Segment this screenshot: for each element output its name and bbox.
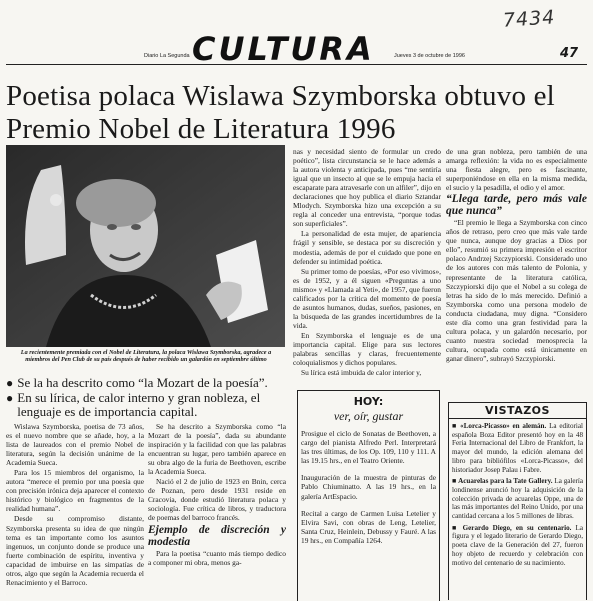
summary-bullet: ● Se la ha descrito como “la Mozart de la poesía”. [6, 375, 268, 390]
news-brief [452, 477, 583, 521]
body-paragraph: La personalidad de esta mujer, de apariencia frágil y sensible, se destaca por su discreción y modestia, además de por el cuidado que pone en defender su intimidad poética. [293, 229, 441, 266]
page-number: 47 [560, 46, 579, 61]
bullet-icon: ● [6, 390, 14, 405]
bullet-icon: ■ [452, 523, 463, 532]
body-paragraph: de una gran nobleza, pero también de una amarga reflexión: la vida no es especialmente una fiesta alegre, pero es fascinante, superponiéndose en ella en la misma medida, el sucio y la pesadilla, el odio y el amor. [446, 147, 587, 193]
article-column-3 [293, 147, 441, 378]
vistazos-box-title: VISTAZOS [448, 402, 587, 419]
article-photo [6, 145, 285, 347]
article-subheading: “Llega tarde, pero más vale que nunca” [446, 193, 587, 218]
body-paragraph: Su primer tomo de poesías, «Por eso vivimos», es de 1952, y a él siguen «Preguntas a uno mismo» y «Llamada al Yeti», de 1957, que fueron calificados por la crítica del momento de poesía de asuntos humanos, dudas, sueños, pasiones, en la búsqueda de las grandes incertidumbres de la vida. [293, 266, 441, 330]
hoy-box [297, 390, 440, 600]
article-column-2 [148, 422, 286, 568]
body-paragraph: En Szymborska el lenguaje es de una importancia capital. Elige para sus lectores palabras sencillas y claras, frecuentemente coloquialismos y dichos populares. [293, 330, 441, 368]
article-column-1 [6, 422, 144, 588]
body-paragraph: nas y necesidad siento de formular un credo poético”, lista circunstancia se le hace además a la autora violenta y anticipada, pues “me sentiría igual que un insecto al que se le empuja hacia el escaparate para atravesarle con un alfiler”, dijo en declaraciones que hoy publica el diario Sztandar Mlodych. Szymborska hizo una excepción a su regla al conceder una entrevista, “porque todas son superficiales”. [293, 147, 441, 229]
summary-bullet: ● En su lírica, de calor interno y gran nobleza, el lenguaje es de importancia capital. [6, 389, 261, 420]
article-subheading: Ejemplo de discreción y modestia [148, 523, 286, 548]
bullet-icon: ● [6, 376, 14, 390]
news-brief-text: La editorial española Boza Editor presentó hoy en la 48 Feria Internacional del Libro de Frankfort, la mayor del mundo, la edición alemana del libro para bibliófilos «Lorca-Picasso», del historiador Josep Palau i Fabre. [452, 422, 584, 474]
photo-image [6, 145, 285, 347]
vistazos-box-body [448, 419, 587, 600]
event-item: Inauguración de la muestra de pinturas de Pablo Chiuminatto. A las 19 hrs., en la galería ArtEspacio. [301, 473, 436, 501]
bullet-icon: ■ [452, 477, 459, 486]
news-brief-text: La figura y el legado literario de Gerardo Diego, poeta clave de la Generación del 27, fueron hoy objeto de recuerdo y celebración con motivo del centenario de su nacimiento. [452, 523, 583, 567]
masthead-rule [6, 64, 587, 65]
handwritten-annotation: 7434 [502, 6, 557, 32]
news-brief-lead: Gerardo Diego, en su centenario. [462, 523, 572, 532]
section-title: CULTURA [192, 30, 375, 68]
article-column-4 [446, 147, 587, 364]
summary-bullets [6, 376, 291, 420]
body-paragraph: Su lírica está imbuida de calor interior y, [301, 368, 422, 378]
publication-date: Jueves 3 de octubre de 1996 [394, 53, 465, 59]
hoy-box-header [297, 390, 440, 425]
body-paragraph: Desde su compromiso distante, Szymborska presenta su idea de que ningún tema es tan importante como los asuntos ingenuos, un conjunto donde se produce una fuerte combinación de espíritu, inventiva y capacidad de imbuirse en las simpatías de otros, algo que según la Academia recuerda el Renacimiento y el Barroco. [6, 514, 144, 587]
event-item: Prosigue el ciclo de Sonatas de Beethoven, a cargo del pianista Alfredo Perl. Interpretará las tres últimas, de los Op. 109, 110 y 111. A las 19.15 hrs., en el Teatro Oriente. [301, 429, 436, 466]
news-brief-lead: «Lorca-Picasso» en alemán. [460, 422, 547, 430]
body-paragraph: “El premio le llega a Szymborska con cinco años de retraso, pero creo que más vale tarde que nunca, aunque doy gracias a Dios por ello”, resumió su primera impresión el escritor polaco Andrzej Szczypiorski. Considerado uno de los autores con más talento de Polonia, y representante de la literatura católica, Szczypiorski dijo que el Nobel a su colega de letras ha sido de lo más merecido. Definió a Szymborska como una persona modelo de conducta ciudadana, muy digna. “Considero este día como una gran festividad para la cultura polaca, y un galardón necesario, por cuanto nuestra sociedad menosprecia la cultura, ocupada como está únicamente en ganar dinero”, subrayó Szczypiorski. [446, 218, 587, 363]
body-paragraph: Wislawa Szymborska, poetisa de 73 años, es el nuevo nombre que se añade, hoy, a la lista de laureados con el premio Nobel de literatura, según la decisión unánime de la Academia Sueca. [6, 422, 144, 468]
hoy-box-title: HOY: [353, 395, 384, 408]
news-brief-text: La galería londinense anunció hoy la adquisición de la colección privada de acuarelas Oppe, una de las más importantes del Reino Unido, por una cantidad cercana a los 5 millones de libras. [452, 477, 584, 521]
publication-name: Diario La Segunda [144, 53, 190, 59]
news-brief-lead: Acuarelas para la Tate Gallery. [458, 477, 553, 486]
body-paragraph: Se ha descrito a Szymborska como “la Mozart de la poesía”, dada su abundante inspiración y la facilidad con que las palabras encuentran su lugar, pero también aparece en su obra algo de la furia de Beethoven, escribe la Academia Sueca. [148, 422, 286, 477]
body-paragraph: Para los 15 miembros del organismo, la autora “merece el premio por una poesía que con precisión irónica deja aparecer el contexto histórico y biológico en fragmentos de la realidad humana”. [6, 468, 144, 514]
hoy-box-body [297, 425, 440, 601]
event-item: Recital a cargo de Carmen Luisa Letelier y Elvira Savi, con obras de Leng, Letelier, Santa Cruz, Heinlein, Debussy y Fauré. A las 19 hrs., en Compañía 1264. [301, 508, 436, 545]
body-paragraph: Nació el 2 de julio de 1923 en Bnin, cerca de Poznan, pero desde 1931 reside en Cracovia, donde estudió literatura polaca y sociología. Fue crítica de libros, y traductora de poemas del barroco francés. [148, 477, 286, 523]
vistazos-box [448, 402, 587, 600]
news-brief [452, 524, 583, 568]
photo-caption: La recientemente premiada con el Nobel de Literatura, la polaca Wislawa Szymborska, agradece a miembros del Pen Club de su país después de haber recibido un galardón en septiembre último [20, 349, 272, 364]
hoy-box-subtitle: ver, oír, gustar [333, 409, 404, 423]
body-paragraph: Para la poetisa “cuanto más tiempo dedico a componer mi obra, menos ga- [148, 548, 286, 567]
article-headline: Poetisa polaca Wislawa Szymborska obtuvo el Premio Nobel de Literatura 1996 [6, 80, 555, 145]
masthead [0, 30, 593, 74]
news-brief [452, 422, 583, 474]
bullet-icon: ■ [452, 422, 461, 430]
